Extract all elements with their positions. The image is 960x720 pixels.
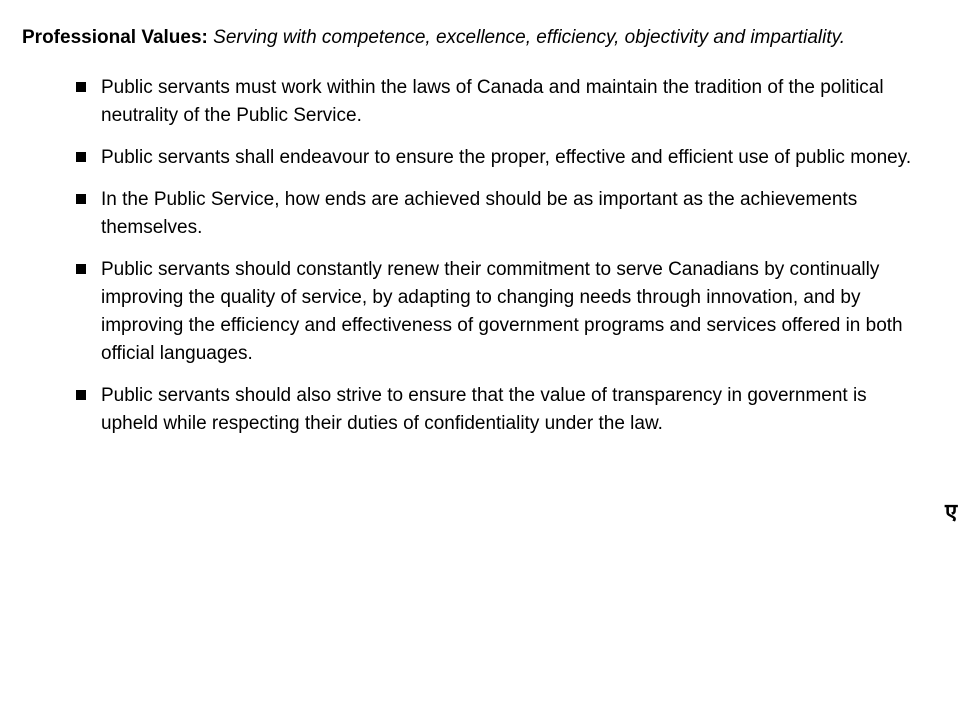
- square-bullet-icon: [76, 152, 86, 162]
- document-body: [22, 24, 922, 452]
- list-item-text: Public servants should also strive to ensure that the value of transparency in government is upheld while respecting their duties of confidentiality under the law.: [101, 385, 867, 434]
- list-item: [76, 144, 921, 172]
- list-item: [76, 186, 921, 242]
- square-bullet-icon: [76, 264, 86, 274]
- square-bullet-icon: [76, 194, 86, 204]
- list-item: [76, 74, 921, 130]
- heading-statement: Serving with competence, excellence, efficiency, objectivity and impartiality.: [213, 27, 846, 48]
- list-item-text: In the Public Service, how ends are achieved should be as important as the achievements themselves.: [101, 189, 858, 238]
- square-bullet-icon: [76, 390, 86, 400]
- section-heading: [22, 24, 922, 52]
- values-list: [22, 74, 922, 438]
- list-item: [76, 256, 921, 368]
- list-item-text: Public servants should constantly renew their commitment to serve Canadians by continually improving the quality of service, by adapting to changing needs through innovation, and by improving the efficiency and effectiveness of government programs and services offered in both official languages.: [101, 259, 903, 364]
- list-item-text: Public servants shall endeavour to ensure the proper, effective and efficient use of public money.: [101, 147, 912, 168]
- heading-label: Professional Values:: [22, 27, 208, 48]
- list-item: [76, 382, 921, 438]
- list-item-text: Public servants must work within the laws of Canada and maintain the tradition of the political neutrality of the Public Service.: [101, 77, 884, 126]
- edge-glyph: ए: [945, 500, 958, 525]
- square-bullet-icon: [76, 82, 86, 92]
